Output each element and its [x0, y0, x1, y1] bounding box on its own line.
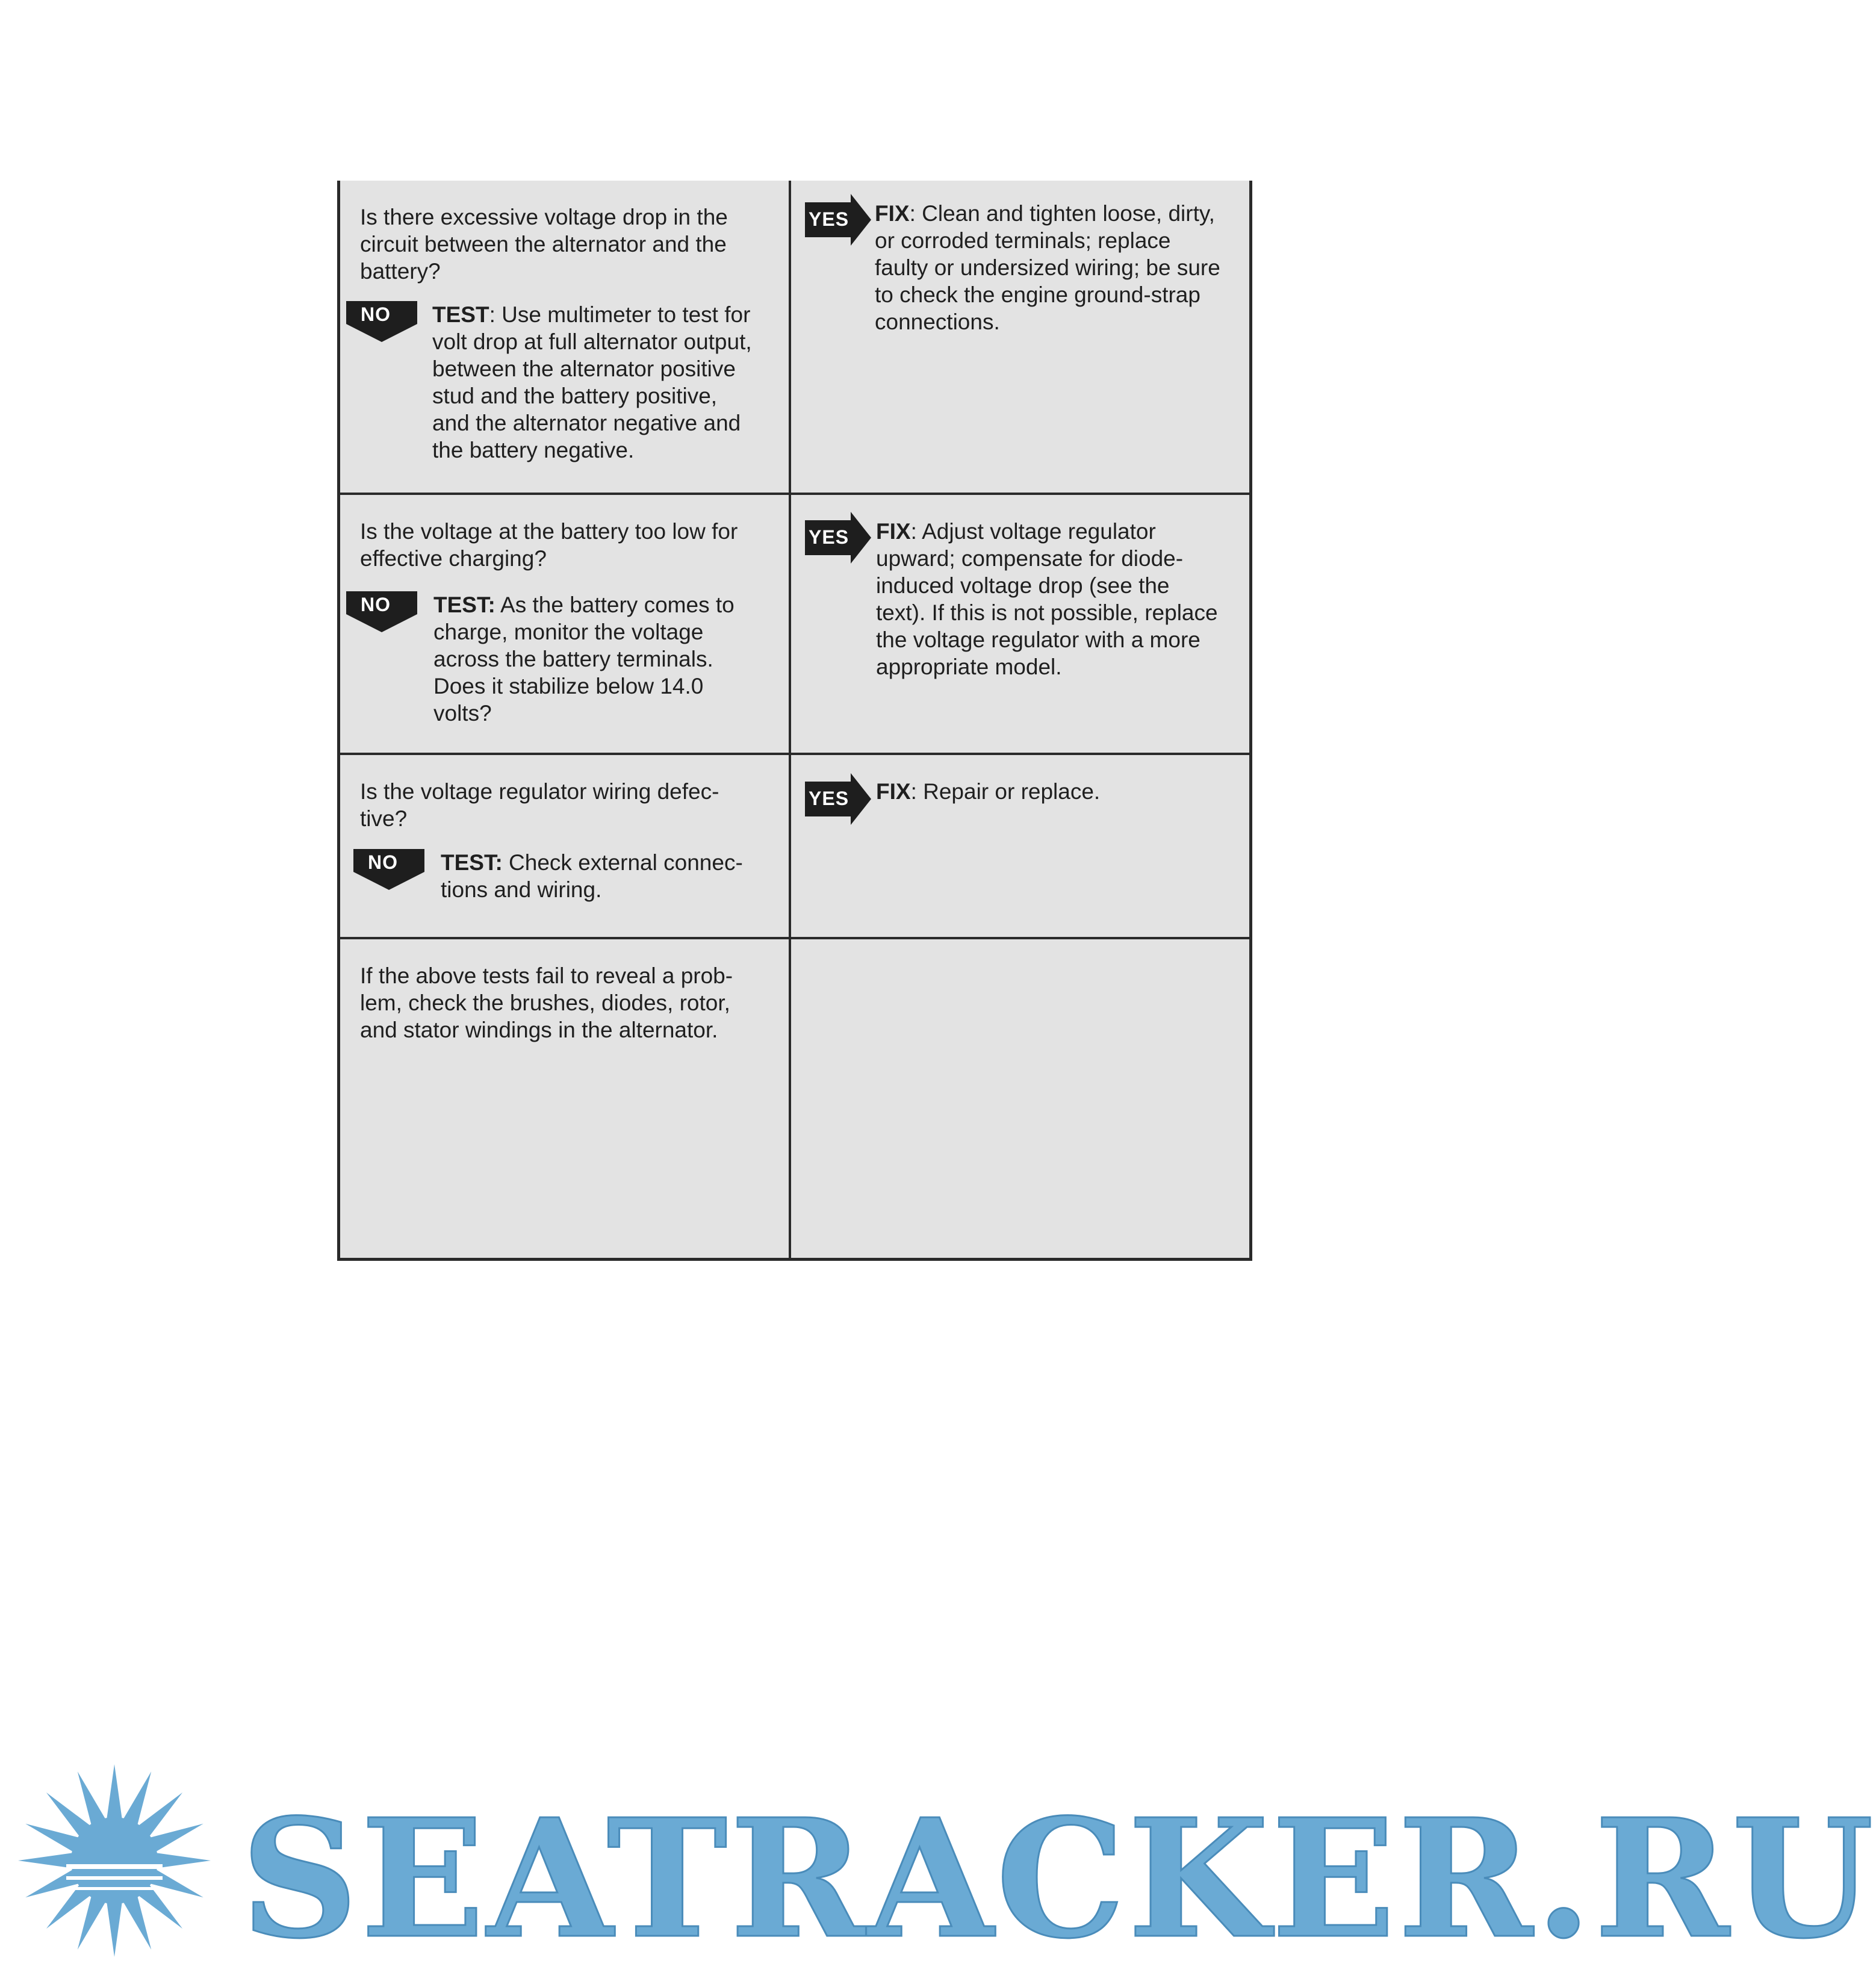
fix-2 [876, 518, 1218, 680]
no-badge-1 [346, 301, 417, 343]
test-3 [441, 849, 743, 903]
fix-label-3: FIX [876, 779, 911, 804]
yes-badge-label: YES [809, 526, 849, 548]
test-text-3: Check external connec- tions and wiring. [441, 850, 743, 902]
troubleshooting-chart [337, 181, 1252, 1261]
no-badge-label: NO [368, 851, 398, 873]
test-text-1: : Use multimeter to test for volt drop at full alternator output, between the alternator positive stud and the battery positive, and the alternator negative and the battery negative. [432, 302, 752, 462]
fix-1 [875, 200, 1220, 335]
final-note: If the above tests fail to reveal a prob- lem, check the brushes, diodes, rotor, and stator windings in the alternator. [360, 963, 733, 1042]
fix-text-3: : Repair or replace. [910, 779, 1101, 804]
fix-label-1: FIX [875, 201, 910, 226]
fix-text-1: : Clean and tighten loose, dirty, or corroded terminals; replace faulty or undersized wiring; be sure to check the engine ground-strap connections. [875, 201, 1220, 334]
yes-badge-3 [805, 773, 871, 825]
watermark-text: SEATRACKER.RU [241, 1783, 1876, 1974]
test-label-3: TEST: [441, 850, 503, 875]
yes-badge-2 [805, 512, 871, 564]
fix-text-2: : Adjust voltage regulator upward; compensate for diode- induced voltage drop (see the text). If this is not possible, replace the voltage regulator with a more appropriate model. [876, 519, 1218, 679]
question-1: Is there excessive voltage drop in the circuit between the alternator and the battery? [360, 205, 728, 284]
no-badge-label: NO [361, 303, 391, 325]
yes-badge-label: YES [809, 788, 849, 809]
question-2: Is the voltage at the battery too low for effective charging? [360, 519, 738, 571]
no-badge-2 [346, 591, 417, 633]
column-divider [789, 181, 791, 1258]
test-label-2: TEST: [433, 592, 495, 617]
no-badge-3 [353, 849, 424, 891]
question-3: Is the voltage regulator wiring defec- tive? [360, 779, 719, 831]
test-1 [432, 301, 752, 464]
test-text-2: As the battery comes to charge, monitor the voltage across the battery terminals. Does it stabilize below 14.0 volts? [433, 592, 735, 726]
fix-label-2: FIX [876, 519, 911, 544]
test-label-1: TEST [432, 302, 489, 327]
row-divider-2 [340, 753, 1249, 755]
yes-badge-label: YES [809, 208, 849, 230]
test-2 [433, 591, 735, 727]
yes-badge-1 [805, 194, 871, 246]
no-badge-label: NO [361, 594, 391, 615]
row-divider-1 [340, 493, 1249, 495]
row-divider-3 [340, 937, 1249, 939]
fix-3 [876, 778, 1100, 805]
